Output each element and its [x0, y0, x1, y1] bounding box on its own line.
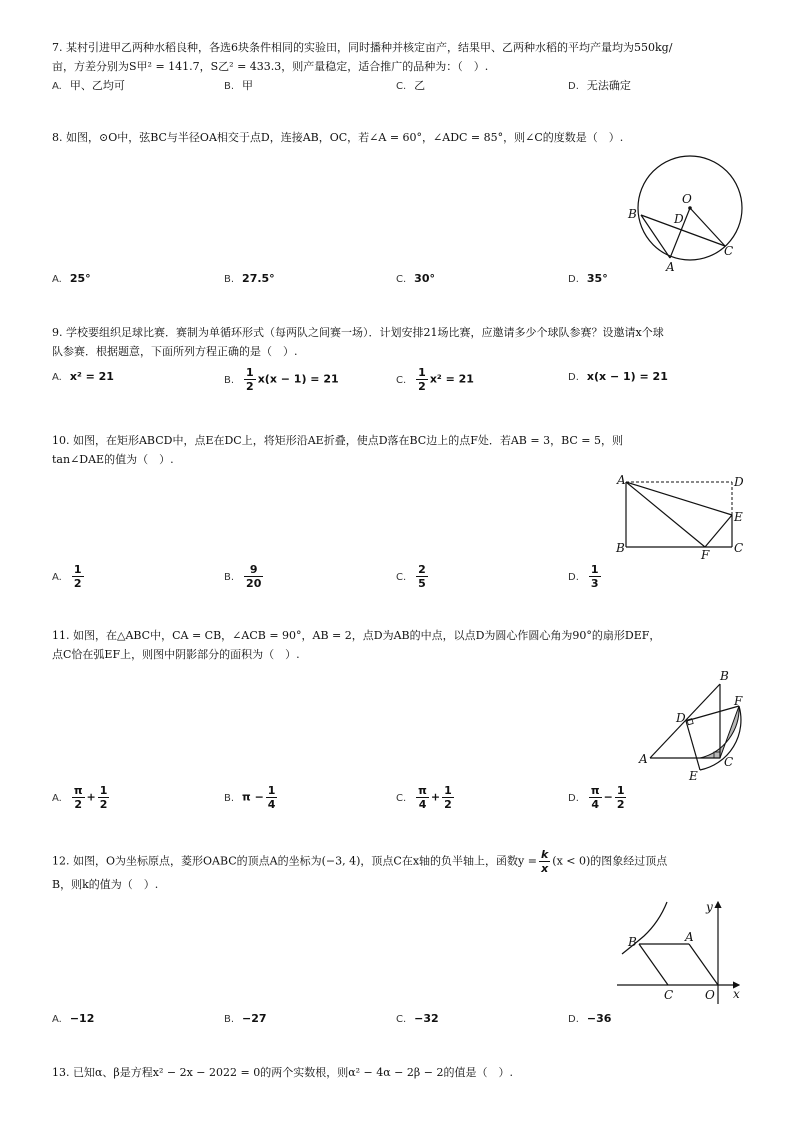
- question-8: [52, 128, 742, 147]
- svg-text:F: F: [701, 548, 710, 562]
- question-7-stem-line2: 亩，方差分别为S甲² = 141.7，S乙² = 433.3，则产量稳定，适合推广的品种为：（ ）.: [52, 60, 489, 73]
- svg-text:D: D: [734, 475, 744, 489]
- option-d: D. 35°: [568, 272, 608, 285]
- svg-text:A: A: [639, 752, 648, 766]
- svg-text:C: C: [664, 988, 674, 1002]
- svg-text:B: B: [628, 207, 637, 221]
- question-11-stem-line2: 点C恰在弧EF上，则图中阴影部分的面积为（ ）.: [52, 648, 300, 661]
- option-a: A. 甲、乙均可: [52, 79, 125, 92]
- svg-text:E: E: [734, 510, 743, 524]
- question-7: [52, 38, 742, 76]
- svg-text:D: D: [674, 212, 684, 226]
- option-c: C. −32: [396, 1012, 439, 1025]
- question-9-stem-line2: 队参赛．根据题意，下面所列方程正确的是（ ）.: [52, 345, 298, 358]
- option-a: A. 25°: [52, 272, 91, 285]
- question-7-stem-line1: 7. 某村引进甲乙两种水稻良种，各选6块条件相同的实验田，同时播种并核定亩产，结果甲、乙两种水稻的平均产量均为550kg/: [52, 41, 673, 54]
- option-b: B. $\frac{1}{2}$ x(x − 1) = 21: [224, 366, 339, 393]
- question-10: [52, 431, 742, 469]
- option-c: C. $\frac{\pi}{4}$ + $\frac{1}{2}$: [396, 784, 452, 811]
- svg-text:C: C: [734, 541, 744, 555]
- svg-text:A: A: [685, 930, 694, 944]
- option-c: C. $\frac{2}{5}$: [396, 563, 426, 590]
- option-a: A. $\frac{1}{2}$: [52, 563, 82, 590]
- question-9: [52, 323, 742, 361]
- svg-text:C: C: [724, 244, 734, 258]
- svg-text:C: C: [724, 755, 734, 769]
- option-b: B. −27: [224, 1012, 267, 1025]
- coordinate-figure: [609, 896, 749, 1011]
- option-c: C. 30°: [396, 272, 435, 285]
- svg-text:B: B: [628, 935, 637, 949]
- question-10-stem-line2: tan∠DAE的值为（ ）.: [52, 453, 174, 466]
- svg-text:y: y: [706, 900, 713, 914]
- option-b: B. π − $\frac{1}{4}$: [224, 784, 276, 811]
- question-11-options: [52, 784, 742, 818]
- option-c: C. 乙: [396, 79, 426, 92]
- option-a: A. $\frac{\pi}{2}$ + $\frac{1}{2}$: [52, 784, 108, 811]
- rectangle-figure: [612, 472, 752, 565]
- question-12-stem-line1: 12. 如图，O为坐标原点，菱形OABC的顶点A的坐标为(−3, 4)，顶点C在x轴的负半轴上，函数y = $\frac{k}{x}$ (x < 0)的图象经过顶点: [52, 848, 668, 875]
- sector-figure: [634, 666, 759, 789]
- question-12-stem-line2: B，则k的值为（ ）.: [52, 878, 159, 891]
- svg-text:E: E: [689, 769, 698, 783]
- question-12: [52, 848, 742, 894]
- question-10-options: [52, 563, 742, 597]
- svg-text:x: x: [733, 987, 740, 1001]
- option-b: B. 27.5°: [224, 272, 275, 285]
- question-13: [52, 1063, 742, 1082]
- svg-text:D: D: [676, 711, 686, 725]
- option-a: A. −12: [52, 1012, 95, 1025]
- question-11-stem-line1: 11. 如图，在△ABC中，CA = CB，∠ACB = 90°，AB = 2，点D为AB的中点，以点D为圆心作圆心角为90°的扇形DEF，: [52, 629, 661, 642]
- svg-text:O: O: [682, 192, 692, 206]
- question-13-stem: 13. 已知α、β是方程x² − 2x − 2022 = 0的两个实数根，则α² − 4α − 2β − 2的值是（ ）.: [52, 1066, 513, 1079]
- circle-figure: [614, 150, 754, 278]
- svg-text:O: O: [705, 988, 715, 1002]
- question-11: [52, 626, 742, 664]
- svg-text:F: F: [734, 694, 743, 708]
- svg-text:B: B: [720, 669, 729, 683]
- svg-text:A: A: [617, 473, 626, 487]
- option-d: D. $\frac{\pi}{4}$ − $\frac{1}{2}$: [568, 784, 625, 811]
- option-d: D. 无法确定: [568, 79, 631, 92]
- option-c: C. $\frac{1}{2}$ x² = 21: [396, 366, 474, 393]
- option-d: D. x(x − 1) = 21: [568, 370, 668, 383]
- question-8-stem: 8. 如图，⊙O中，弦BC与半径OA相交于点D，连接AB，OC，若∠A = 60°，∠ADC = 85°，则∠C的度数是（ ）.: [52, 131, 624, 144]
- question-8-options: [52, 272, 742, 306]
- option-b: B. $\frac{9}{20}$: [224, 563, 262, 590]
- question-9-options: [52, 366, 742, 400]
- question-7-options: [52, 77, 742, 111]
- question-12-options: [52, 1012, 742, 1046]
- option-b: B. 甲: [224, 79, 254, 92]
- svg-text:A: A: [666, 260, 675, 274]
- option-a: A. x² = 21: [52, 370, 114, 383]
- svg-text:B: B: [616, 541, 625, 555]
- question-10-stem-line1: 10. 如图，在矩形ABCD中，点E在DC上，将矩形沿AE折叠，使点D落在BC边上的点F处．若AB = 3，BC = 5，则: [52, 434, 623, 447]
- option-d: D. $\frac{1}{3}$: [568, 563, 599, 590]
- option-d: D. −36: [568, 1012, 612, 1025]
- question-9-stem-line1: 9. 学校要组织足球比赛．赛制为单循环形式（每两队之间赛一场）．计划安排21场比赛，应邀请多少个球队参赛？设邀请x个球: [52, 326, 664, 339]
